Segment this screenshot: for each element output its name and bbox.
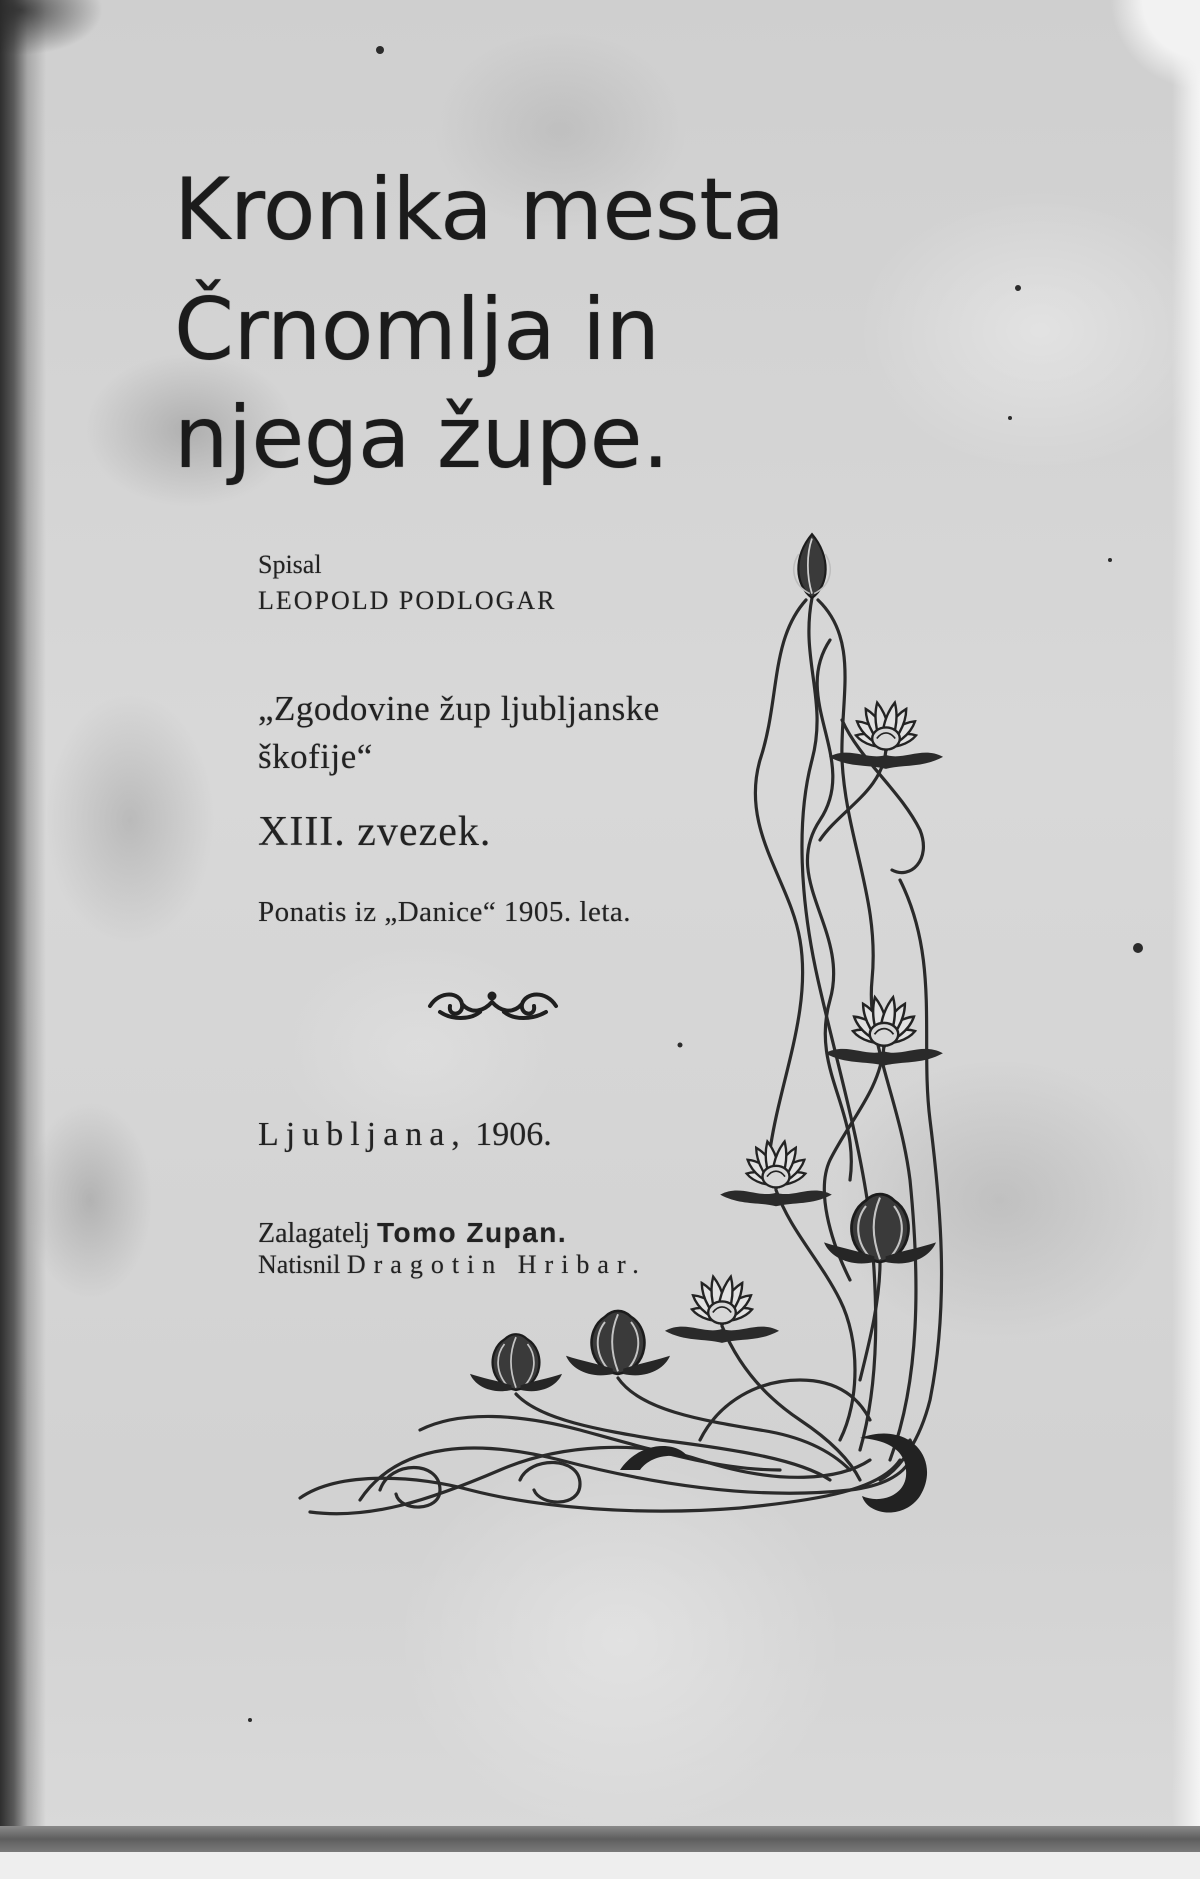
vine-curl — [860, 1434, 927, 1513]
author-name: LEOPOLD PODLOGAR — [258, 586, 557, 615]
imprint-year: 1906. — [475, 1116, 552, 1153]
scan-right-edge — [1172, 0, 1200, 1879]
water-lily-icon — [829, 701, 943, 768]
publisher-line — [258, 1219, 567, 1248]
water-lily-icon — [665, 1275, 779, 1342]
flower-bud-icon — [824, 1194, 936, 1263]
printer-name: Dragotin Hribar. — [346, 1250, 647, 1279]
publisher-name: Tomo Zupan. — [376, 1217, 568, 1248]
title-line-2: Črnomlja in — [174, 280, 660, 380]
title-line-3: njega župe. — [174, 388, 669, 488]
printer-line — [258, 1252, 647, 1278]
scan-corner-stain — [0, 0, 120, 70]
flower-bud-icon — [566, 1311, 670, 1375]
scan-bottom-edge — [0, 1826, 1200, 1852]
series-line-1: „Zgodovine žup ljubljanske — [258, 689, 660, 728]
series-line-2: škofije“ — [258, 737, 373, 776]
floral-stems — [300, 598, 942, 1514]
scan-left-edge — [0, 0, 46, 1830]
flower-bud-icon — [470, 1334, 562, 1391]
reprint-note: Ponatis iz „Danice“ 1905. leta. — [258, 896, 632, 928]
volume-number: XIII. zvezek. — [258, 809, 492, 855]
scan-corner-top-right — [1110, 0, 1200, 90]
printer-label: Natisnil — [258, 1250, 341, 1279]
water-lily-icon — [825, 996, 943, 1066]
publisher-label: Zalagatelj — [258, 1218, 370, 1249]
imprint-place: Ljubljana, — [258, 1116, 467, 1153]
lotus-bud-icon — [794, 534, 830, 598]
vine-curl — [620, 1446, 690, 1470]
scan-background — [0, 1852, 1200, 1879]
water-lily-icon — [720, 1140, 832, 1206]
fleuron-ornament — [430, 994, 556, 1019]
author-label: Spisal — [258, 550, 322, 579]
title-line-1: Kronika mesta — [174, 160, 785, 260]
imprint-place-year — [258, 1118, 552, 1152]
